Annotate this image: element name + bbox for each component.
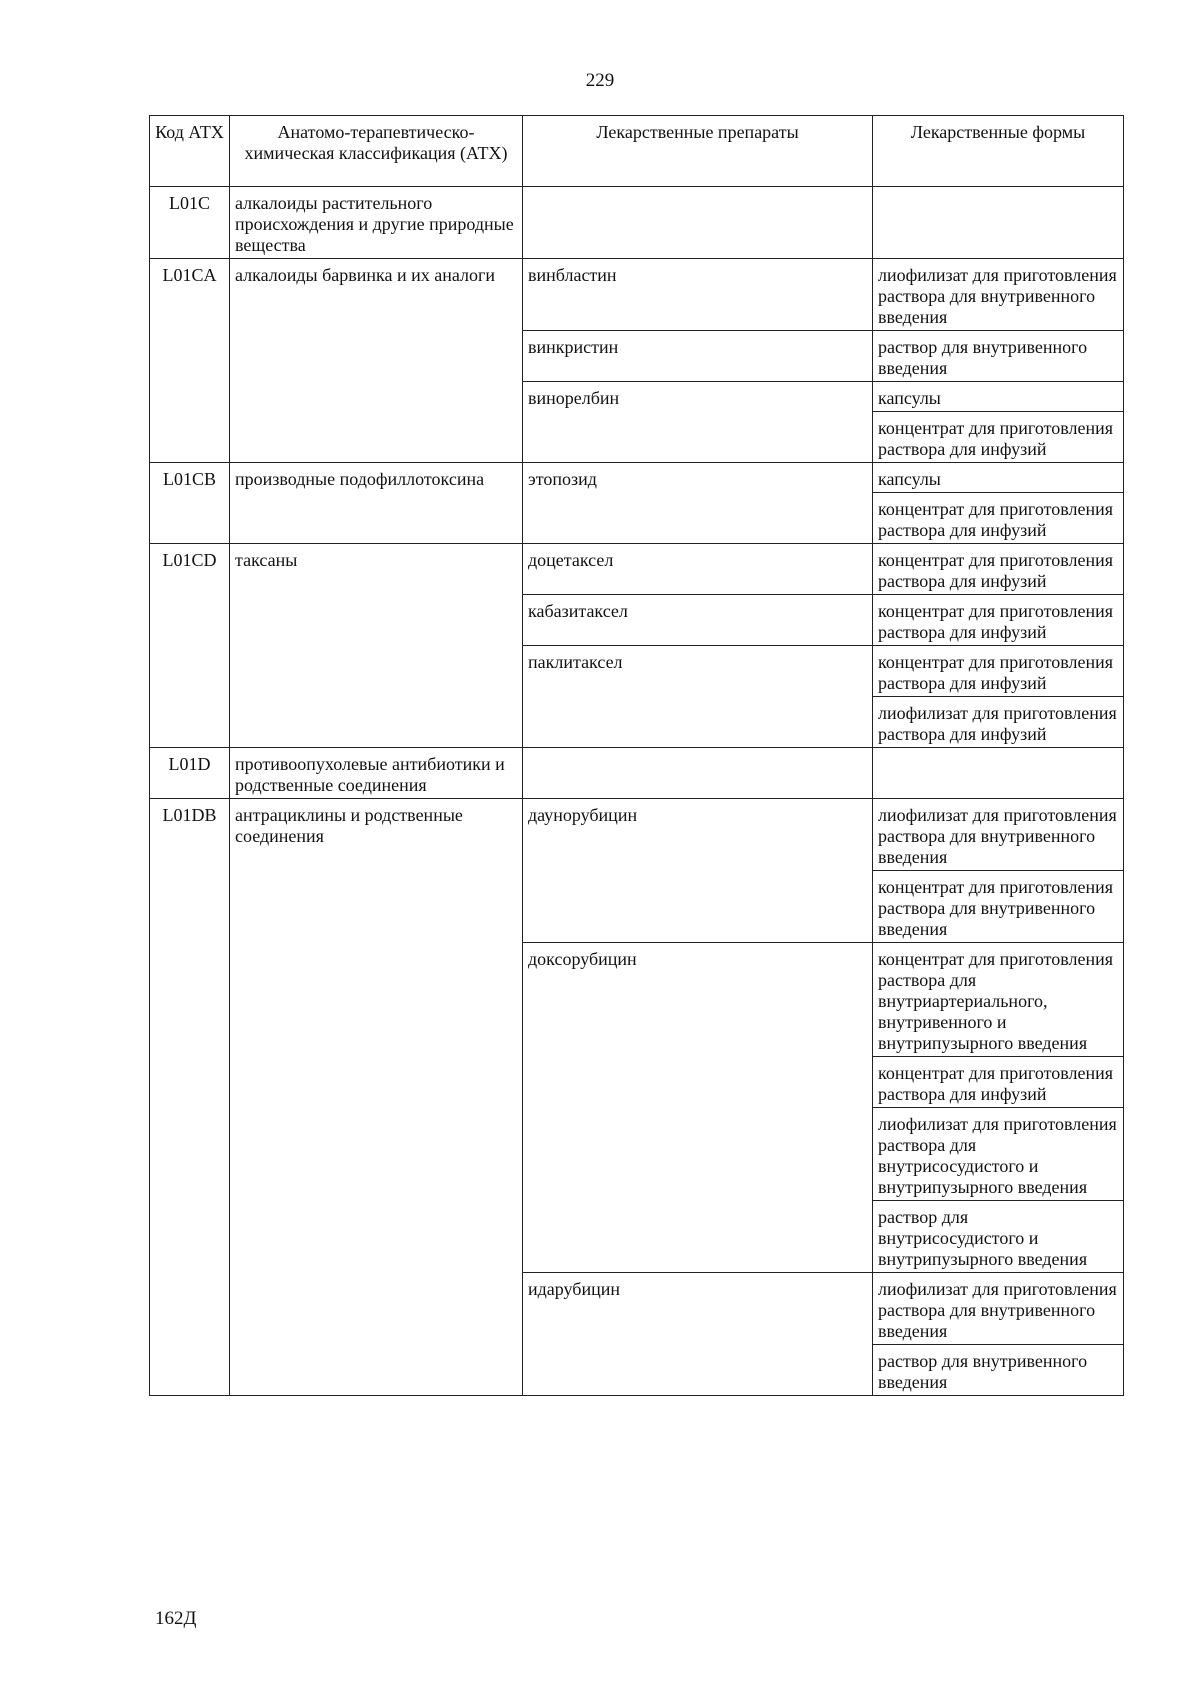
dosage-form-cell: лиофилизат для приготовления раствора для внутривенного введения [873, 1273, 1124, 1345]
atc-code-cell: L01CB [150, 463, 230, 544]
drug-cell-empty [523, 187, 873, 259]
drug-name-cell: винорелбин [523, 382, 873, 463]
dosage-form-cell: концентрат для приготовления раствора для внутривенного введения [873, 871, 1124, 943]
drug-name-cell: этопозид [523, 463, 873, 544]
footer-code: 162Д [155, 1608, 197, 1629]
header-atc-code: Код АТХ [150, 116, 230, 187]
atc-code-cell: L01DB [150, 799, 230, 1396]
atc-name-cell: антрациклины и родственные соединения [230, 799, 523, 1396]
table-row [150, 799, 1124, 871]
dosage-form-cell: концентрат для приготовления раствора для инфузий [873, 544, 1124, 595]
dosage-form-cell: раствор для внутривенного введения [873, 1345, 1124, 1396]
drug-name-cell: винбластин [523, 259, 873, 331]
form-cell-empty [873, 748, 1124, 799]
table-body [150, 187, 1124, 1396]
dosage-form-cell: концентрат для приготовления раствора для инфузий [873, 646, 1124, 697]
drug-name-cell: кабазитаксел [523, 595, 873, 646]
table-header-row [150, 116, 1124, 187]
atc-name-cell: таксаны [230, 544, 523, 748]
atc-table [149, 115, 1124, 1396]
dosage-form-cell: лиофилизат для приготовления раствора для внутривенного введения [873, 259, 1124, 331]
dosage-form-cell: капсулы [873, 463, 1124, 493]
atc-code-cell: L01C [150, 187, 230, 259]
atc-name-cell: противоопухолевые антибиотики и родственные соединения [230, 748, 523, 799]
dosage-form-cell: лиофилизат для приготовления раствора для внутривенного введения [873, 799, 1124, 871]
atc-name-cell: алкалоиды барвинка и их аналоги [230, 259, 523, 463]
table-row [150, 187, 1124, 259]
dosage-form-cell: концентрат для приготовления раствора для инфузий [873, 493, 1124, 544]
page-number: 229 [585, 70, 615, 91]
drug-name-cell: идарубицин [523, 1273, 873, 1396]
form-cell-empty [873, 187, 1124, 259]
dosage-form-cell: концентрат для приготовления раствора для внутриартериального, внутривенного и внутрипузырного введения [873, 943, 1124, 1057]
dosage-form-cell: концентрат для приготовления раствора для инфузий [873, 1057, 1124, 1108]
table-row [150, 748, 1124, 799]
dosage-form-cell: концентрат для приготовления раствора для инфузий [873, 412, 1124, 463]
dosage-form-cell: лиофилизат для приготовления раствора для внутрисосудистого и внутрипузырного введения [873, 1108, 1124, 1201]
dosage-form-cell: лиофилизат для приготовления раствора для инфузий [873, 697, 1124, 748]
header-dosage-forms: Лекарственные формы [873, 116, 1124, 187]
header-atc-classification: Анатомо-терапевтическо-химическая классификация (АТХ) [230, 116, 523, 187]
drug-name-cell: винкристин [523, 331, 873, 382]
atc-code-cell: L01CA [150, 259, 230, 463]
drug-name-cell: даунорубицин [523, 799, 873, 943]
table-row [150, 259, 1124, 331]
header-drugs: Лекарственные препараты [523, 116, 873, 187]
atc-code-cell: L01D [150, 748, 230, 799]
table-row [150, 463, 1124, 493]
drug-cell-empty [523, 748, 873, 799]
table-row [150, 544, 1124, 595]
drug-name-cell: доцетаксел [523, 544, 873, 595]
atc-name-cell: алкалоиды растительного происхождения и другие природные вещества [230, 187, 523, 259]
dosage-form-cell: капсулы [873, 382, 1124, 412]
dosage-form-cell: раствор для внутрисосудистого и внутрипузырного введения [873, 1201, 1124, 1273]
dosage-form-cell: раствор для внутривенного введения [873, 331, 1124, 382]
drug-name-cell: доксорубицин [523, 943, 873, 1273]
dosage-form-cell: концентрат для приготовления раствора для инфузий [873, 595, 1124, 646]
drug-name-cell: паклитаксел [523, 646, 873, 748]
atc-code-cell: L01CD [150, 544, 230, 748]
atc-name-cell: производные подофиллотоксина [230, 463, 523, 544]
